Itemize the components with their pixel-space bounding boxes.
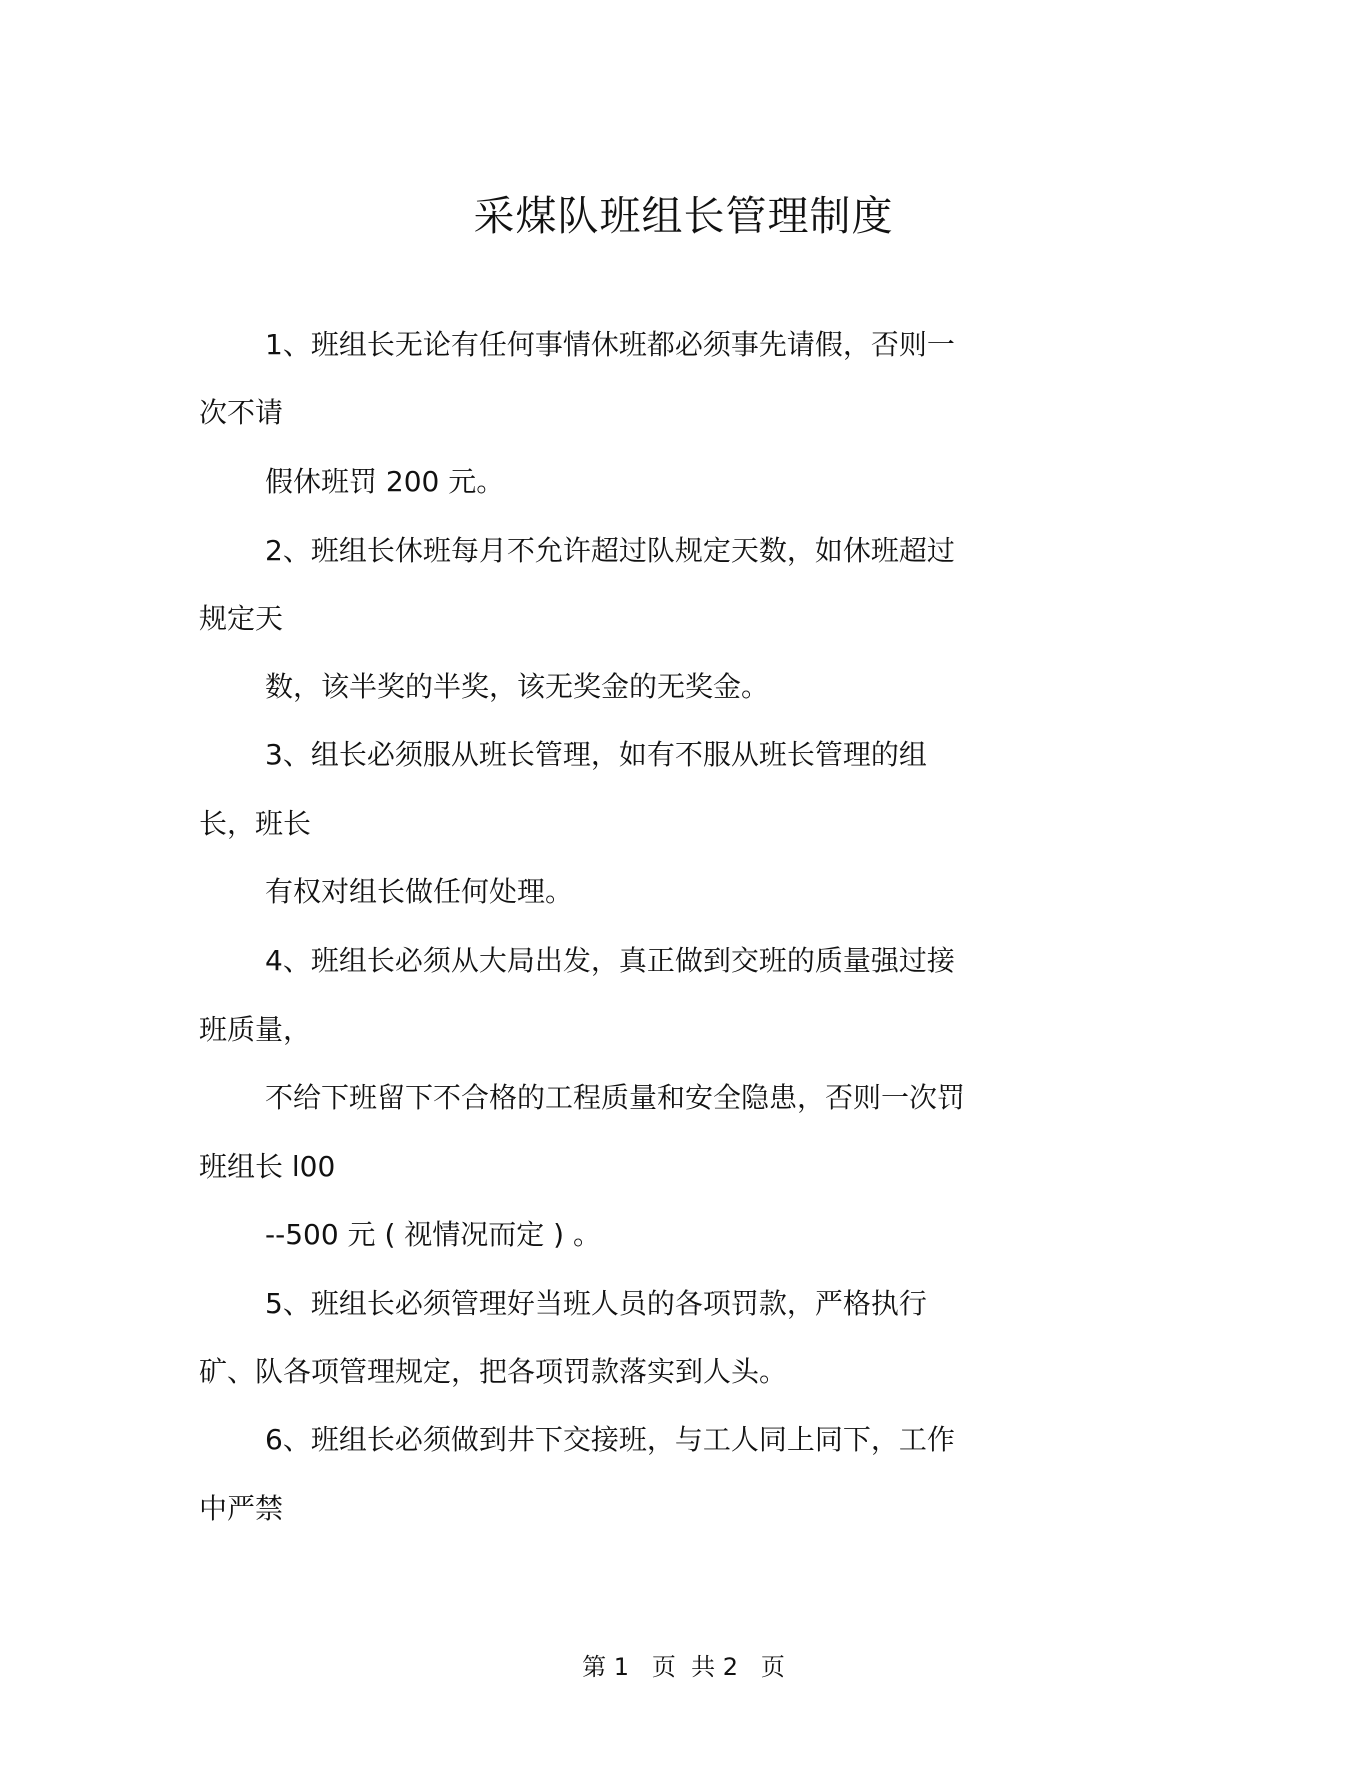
- page-footer: 第 1 页 共 2 页: [582, 1653, 785, 1681]
- rule-3-line-2: 长，班长: [199, 807, 312, 840]
- rule-5-line-1: 5、班组长必须管理好当班人员的各项罚款，严格执行: [265, 1287, 927, 1320]
- rule-2-line-1: 2、班组长休班每月不允许超过队规定天数，如休班超过: [265, 534, 955, 567]
- document-title: 采煤队班组长管理制度: [473, 192, 894, 240]
- rule-1-line-2: 次不请: [199, 396, 284, 429]
- rule-4-line-5: --500 元 ( 视情况而定 ) 。: [265, 1218, 602, 1251]
- rule-2-line-3: 数，该半奖的半奖，该无奖金的无奖金。: [265, 670, 770, 703]
- rule-4-line-1: 4、班组长必须从大局出发，真正做到交班的质量强过接: [265, 944, 955, 977]
- rule-5-line-2: 矿、队各项管理规定，把各项罚款落实到人头。: [199, 1355, 788, 1388]
- rule-4-line-2: 班质量，: [199, 1013, 312, 1046]
- rule-1-line-1: 1、班组长无论有任何事情休班都必须事先请假，否则一: [265, 328, 955, 361]
- rule-3-line-1: 3、组长必须服从班长管理，如有不服从班长管理的组: [265, 738, 927, 771]
- rule-6-line-2: 中严禁: [199, 1492, 284, 1525]
- rule-3-line-3: 有权对组长做任何处理。: [265, 875, 574, 908]
- rule-4-line-3: 不给下班留下不合格的工程质量和安全隐患，否则一次罚: [265, 1081, 966, 1114]
- rule-2-line-2: 规定天: [199, 602, 284, 635]
- rule-6-line-1: 6、班组长必须做到井下交接班，与工人同上同下，工作: [265, 1423, 955, 1456]
- rule-1-line-3: 假休班罚 200 元。: [265, 465, 505, 498]
- rule-4-line-4: 班组长 l00: [199, 1150, 336, 1183]
